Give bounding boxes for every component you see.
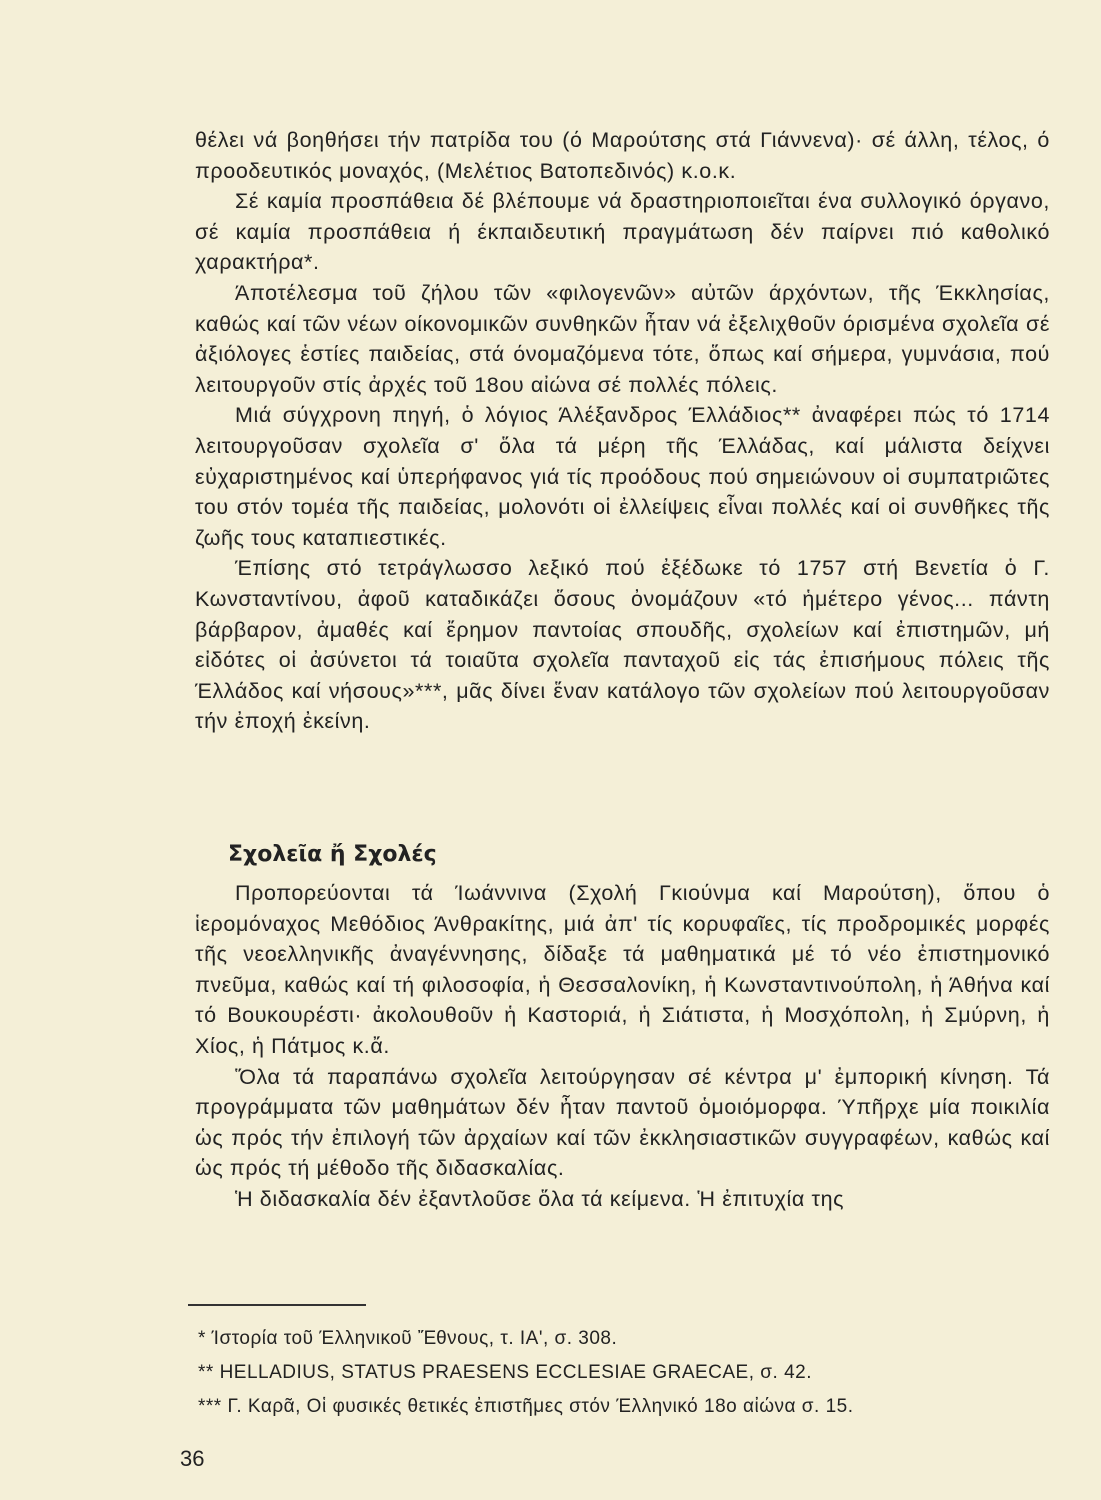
paragraph: Σέ καμία προσπάθεια δέ βλέπουμε νά δραστηριοποιεῖται ένα συλλογικό όργανο, σέ καμία προσπάθεια ή έκπαιδευτική πραγμάτωση δέν παίρνει πιό καθολικό χαρακτήρα*. bbox=[195, 189, 1050, 275]
paragraph: Ἡ διδασκαλία δέν ἐξαντλοῦσε ὅλα τά κείμενα. Ἡ ἐπιτυχία της bbox=[235, 1186, 845, 1211]
footnote-divider bbox=[188, 1304, 366, 1306]
footnote: *** Γ. Καρᾶ, Οἱ φυσικές θετικές ἐπιστῆμες στόν Έλληνικό 18ο αἰώνα σ. 15. bbox=[198, 1396, 854, 1417]
paragraph: θέλει νά βοηθήσει τήν πατρίδα του (ό Μαρούτσης στά Γιάννενα)· σέ άλλη, τέλος, ό προοδευτικός μοναχός, (Μελέτιος Βατοπεδινός) κ.ο.κ. bbox=[195, 128, 1050, 183]
footnote: ** HELLADIUS, STATUS PRAESENS ECCLESIAE GRAECAE, σ. 42. bbox=[198, 1362, 812, 1383]
paragraph: Άποτέλεσμα τοῦ ζήλου τῶν «φιλογενῶν» αὐτῶν άρχόντων, τῆς Έκκλησίας, καθώς καί τῶν νέων οίκονομικῶν συνθηκῶν ἦταν νά ἐξελιχθοῦν όρισμένα σχολεῖα σέ ἀξιόλογες ἑστίες παιδείας, στά όνομαζόμενα τότε, ὅπως καί σήμερα, γυμνάσια, πού λειτουργοῦν στίς ἀρχές τοῦ 18ου αἰώνα σέ πολλές πόλεις. bbox=[195, 280, 1050, 397]
paragraph: Προπορεύονται τά Ίωάννινα (Σχολή Γκιούνμα καί Μαρούτση), ὅπου ὁ ἱερομόναχος Μεθόδιος Άνθρακίτης, μιά ἀπ' τίς κορυφαῖες, τίς προδρομικές μορφές τῆς νεοελληνικῆς ἀναγέννησης, δίδαξε τά μαθηματικά μέ τό νέο ἐπιστημονικό πνεῦμα, καθώς καί τή φιλοσοφία, ἡ Θεσσαλονίκη, ἡ Κωνσταντινούπολη, ἡ Άθήνα καί τό Βουκουρέστι· ἀκολουθοῦν ἡ Καστοριά, ἡ Σιάτιστα, ἡ Μοσχόπολη, ἡ Σμύρνη, ἡ Χίος, ἡ Πάτμος κ.ἄ. bbox=[195, 881, 1050, 1058]
body-section-1 bbox=[195, 125, 1050, 737]
paragraph: Μιά σύγχρονη πηγή, ὁ λόγιος Άλέξανδρος Έλλάδιος** ἀναφέρει πώς τό 1714 λειτουργοῦσαν σχολεῖα σ' ὅλα τά μέρη τῆς Έλλάδας, καί μάλιστα δείχνει εὐχαριστημένος καί ὑπερήφανος γιά τίς προόδους πού σημειώνουν οἱ συμπατριῶτες του στόν τομέα τῆς παιδείας, μολονότι οἱ ἐλλείψεις εἶναι πολλές καί οἱ συνθῆκες τῆς ζωῆς τους καταπιεστικές. bbox=[195, 403, 1050, 550]
paragraph: Έπίσης στό τετράγλωσσο λεξικό πού ἐξέδωκε τό 1757 στή Βενετία ὁ Γ. Κωνσταντίνου, ἀφοῦ καταδικάζει ὅσους ὀνομάζουν «τό ἡμέτερο γένος... πάντη βάρβαρον, ἀμαθές καί ἔρημον παντοίας σπουδῆς, σχολείων καί ἐπιστημῶν, μή εἰδότες οἱ ἀσύνετοι τά τοιαῦτα σχολεῖα πανταχοῦ εἰς τάς ἐπισήμους πόλεις τῆς Έλλάδος καί νήσους»***, μᾶς δίνει ἕναν κατάλογο τῶν σχολείων πού λειτουργοῦσαν τήν ἐποχή ἐκείνη. bbox=[195, 556, 1050, 734]
section-heading: Σχολεῖα ἤ Σχολές bbox=[228, 842, 437, 867]
paragraph: Ὅλα τά παραπάνω σχολεῖα λειτούργησαν σέ κέντρα μ' ἐμπορική κίνηση. Τά προγράμματα τῶν μαθημάτων δέν ἦταν παντοῦ ὁμοιόμορφα. Ύπῆρχε μία ποικιλία ὡς πρός τήν ἐπιλογή τῶν ἀρχαίων καί τῶν ἐκκλησιαστικῶν συγγραφέων, καθώς καί ὡς πρός τή μέθοδο τῆς διδασκαλίας. bbox=[195, 1064, 1050, 1181]
page-number: 36 bbox=[180, 1446, 205, 1471]
body-section-2 bbox=[195, 878, 1050, 1215]
footnotes bbox=[198, 1322, 854, 1424]
footnote: * Ίστορία τοῦ Έλληνικοῦ Ἔθνους, τ. ΙΑ', σ. 308. bbox=[198, 1328, 618, 1349]
